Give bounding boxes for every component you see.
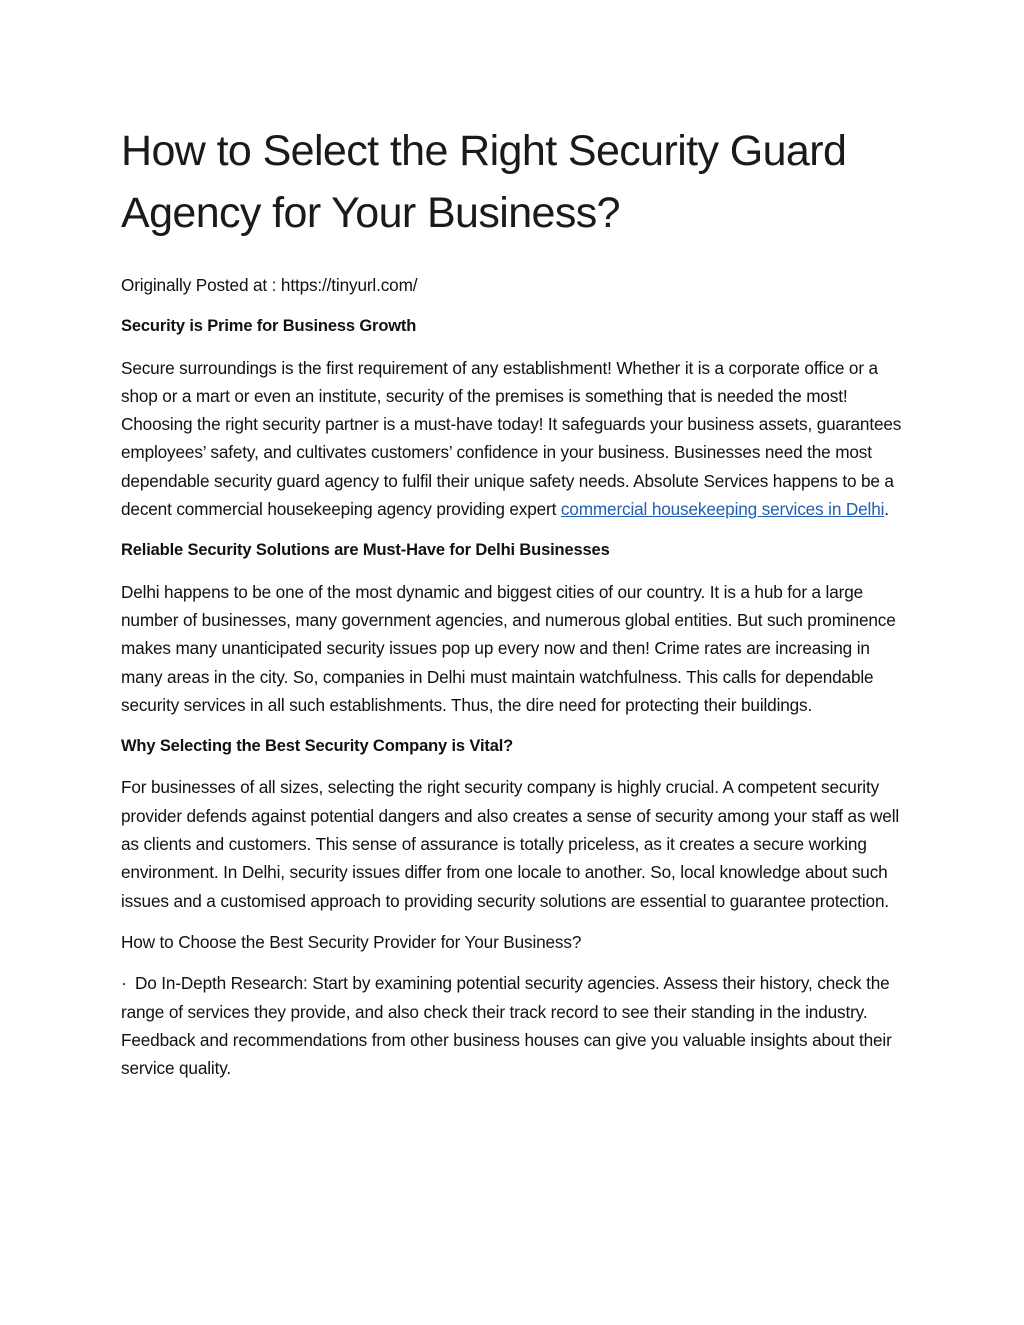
section-heading-growth: Security is Prime for Business Growth — [121, 317, 417, 336]
body-text-end: . — [884, 499, 889, 520]
section-heading-reliable: Reliable Security Solutions are Must-Have for Delhi Businesses — [121, 541, 610, 560]
bullet-item — [121, 969, 907, 1082]
title-line-2: Agency for Your Business? — [121, 189, 620, 237]
section-heading-why: Why Selecting the Best Security Company is Vital? — [121, 737, 514, 756]
bullet-text: Do In-Depth Research: Start by examining potential security agencies. Assess their history, check the range of services they provide, and also check their track record to see their standing in the industry. Feedback and recommendations from other business houses can give you valuable insights about their service quality. — [121, 973, 892, 1079]
section-body-why: For businesses of all sizes, selecting the right security company is highly crucial. A competent security provider defends against potential dangers and also creates a sense of security among your staff as well as clients and customers. This sense of assurance is totally priceless, as it creates a secure working environment. In Delhi, security issues differ from one locale to another. So, local knowledge about such issues and a customised approach to providing security solutions are essential to guarantee protection. — [121, 777, 900, 911]
section-body-reliable: Delhi happens to be one of the most dynamic and biggest cities of our country. It is a hub for a large number of businesses, many government agencies, and numerous global entities. But such prominence makes many unanticipated security issues pop up every now and then! Crime rates are increasing in many areas in the city. So, companies in Delhi must maintain watchfulness. This calls for dependable security services in all such establishments. Thus, the dire need for protecting their buildings. — [121, 581, 896, 715]
body-text: Secure surroundings is the first requirement of any establishment! Whether it is a corporate office or a shop or a mart or even an institute, security of the premises is something that is needed the most! Choosing the right security partner is a must-have today! It safeguards your business assets, guarantees employees’ safety, and cultivates customers’ confidence in your business. Businesses need the most dependable security guard agency to fulfil their unique safety needs. Absolute Services happens to be a decent commercial housekeeping agency providing expert — [121, 357, 902, 520]
section-body-growth — [121, 354, 907, 524]
page-title — [121, 120, 907, 244]
choose-heading: How to Choose the Best Security Provider for Your Business? — [121, 931, 582, 952]
title-line-1: How to Select the Right Security Guard — [121, 127, 847, 175]
origin-line: Originally Posted at : https://tinyurl.com/ — [121, 275, 418, 295]
housekeeping-services-link[interactable]: commercial housekeeping services in Delhi — [560, 499, 885, 520]
bullet-symbol: · — [121, 973, 127, 994]
document-page — [121, 120, 907, 1095]
